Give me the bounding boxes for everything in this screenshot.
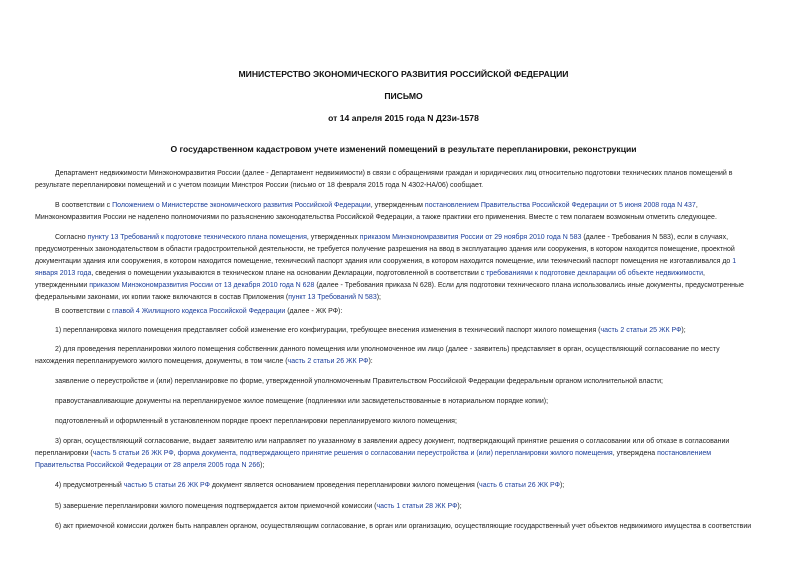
document-date-number: от 14 апреля 2015 года N Д23и-1578 <box>328 113 479 123</box>
paragraph-12 <box>35 501 767 513</box>
link-order-583[interactable]: приказом Минэкономразвития России от 29 ноября 2010 года N 583 <box>359 234 582 241</box>
text-fragment: , утверждена <box>612 450 658 457</box>
paragraph-line: правоустанавливающие документы на перепланируемое жилое помещение (подлинники или засвидетельствованные в нотариальном порядке копии); <box>55 398 549 405</box>
paragraph-line <box>35 200 767 212</box>
paragraph-line: предусмотренных законодательством в области градостроительной деятельности, не требуется получение разрешения на ввод в эксплуатацию здания или сооружения, в котором находится помещение, проектной <box>35 246 735 253</box>
link-government-decree-437[interactable]: постановлением Правительства Российской Федерации от 5 июня 2008 года N 437 <box>424 202 696 209</box>
paragraph-line: подготовленный и оформленный в установленном порядке проект перепланировки перепланируемого жилого помещения; <box>55 418 457 425</box>
link-point-13-requirements-583[interactable]: пункт 13 Требований N 583 <box>288 294 377 301</box>
link-date-jan-2013[interactable]: 1 <box>732 258 737 265</box>
paragraph-13 <box>35 521 767 533</box>
paragraph-6 <box>35 344 767 368</box>
paragraph-line <box>35 306 767 318</box>
paragraph-4 <box>35 306 767 318</box>
link-requirements-point-13[interactable]: пункту 13 Требований к подготовке технического плана помещения <box>87 234 307 241</box>
paragraph-3 <box>35 232 767 304</box>
paragraph-line <box>35 501 767 513</box>
link-article-26-part-5[interactable]: часть 5 статьи 26 ЖК РФ <box>92 450 174 457</box>
text-fragment: ): <box>368 358 373 365</box>
text-fragment: ); <box>681 327 686 334</box>
paragraph-line <box>35 232 767 244</box>
text-fragment: ); <box>376 294 381 301</box>
paragraph-10 <box>35 436 767 472</box>
paragraph-line <box>35 292 767 304</box>
link-article-26-part-2[interactable]: часть 2 статьи 26 ЖК РФ <box>287 358 369 365</box>
link-decree-266[interactable]: постановлением <box>657 450 712 457</box>
link-decision-form[interactable]: форма документа, подтверждающего принятие решения о согласовании переустройства и (или) перепланировки жилого помещения <box>177 450 613 457</box>
link-article-26-part-5-b[interactable]: частью 5 статьи 26 ЖК РФ <box>123 482 210 489</box>
text-fragment: нахождения перепланируемого жилого помещения, документы, в том числе ( <box>35 358 288 365</box>
text-fragment: , сведения о помещении указываются в техническом плане на основании Декларации, подготовленной в соответствии с <box>91 270 487 277</box>
link-order-628[interactable]: приказом Минэкономразвития России от 13 декабря 2010 года N 628 <box>89 282 315 289</box>
text-fragment: 4) предусмотренный <box>55 482 124 489</box>
paragraph-11 <box>35 480 767 492</box>
text-fragment: , утвержденным <box>370 202 425 209</box>
text-fragment: (далее - ЖК РФ): <box>285 308 343 315</box>
paragraph-line <box>35 280 767 292</box>
paragraph-line: 2) для проведения перепланировки жилого помещения собственник данного помещения или уполномоченное им лицо (далее - заявитель) представляет в орган, осуществляющий согласование по месту <box>55 346 720 353</box>
link-article-26-part-6[interactable]: часть 6 статьи 26 ЖК РФ <box>479 482 560 489</box>
document-subject: О государственном кадастровом учете изменений помещений в результате перепланировки, реконструкции <box>170 144 637 154</box>
text-fragment: 1) перепланировка жилого помещения представляет собой изменение его конфигурации, требующее внесения изменения в технический паспорт жилого помещения ( <box>55 327 601 334</box>
paragraph-9 <box>35 416 767 428</box>
paragraph-line: 6) акт приемочной комиссии должен быть направлен органом, осуществляющим согласование, в орган или организацию, осуществляющие государственный учет объектов недвижимого имущества в соответствии <box>55 523 752 530</box>
text-fragment: перепланировки ( <box>35 450 93 457</box>
paragraph-line: Департамент недвижимости Минэкономразвития России (далее - Департамент недвижимости) в связи с обращениями граждан и юридических лиц относительно подготовки технических планов помещений в <box>55 170 733 177</box>
text-fragment: утвержденными <box>35 282 90 289</box>
link-regulation-ministry[interactable]: Положением о Министерстве экономического развития Российской Федерации <box>112 202 371 209</box>
text-fragment: федеральными законами, их копии также включаются в состав Приложения ( <box>35 294 289 301</box>
paragraph-line <box>35 448 767 460</box>
text-fragment: Согласно <box>55 234 88 241</box>
link-housing-code-chapter-4[interactable]: главой 4 Жилищного кодекса Российской Федерации <box>112 308 286 315</box>
text-fragment: В соответствии с <box>55 308 113 315</box>
text-fragment: , <box>695 202 698 209</box>
paragraph-5 <box>35 325 767 337</box>
document-type-heading: ПИСЬМО <box>384 91 423 101</box>
text-fragment: ); <box>457 503 462 510</box>
link-decree-266-cont[interactable]: Правительства Российской Федерации от 28 апреля 2005 года N 266 <box>35 462 261 469</box>
paragraph-line: результате перепланировки помещений и с учетом позиции Минстроя России (письмо от 18 февраля 2015 года N 4302-НА/06) сообщает. <box>35 182 484 189</box>
link-date-jan-2013-cont[interactable]: января 2013 года <box>35 270 92 277</box>
link-article-25-part-2[interactable]: часть 2 статьи 25 ЖК РФ <box>600 327 682 334</box>
text-fragment: (далее - Требования приказа N 628). Если для подготовки технического плана использовались иные документы, предусмотренные <box>314 282 744 289</box>
text-fragment: , <box>173 450 178 457</box>
paragraph-line <box>35 356 767 368</box>
paragraph-line <box>35 256 767 268</box>
text-fragment: (далее - Требования N 583), если в случаях, <box>581 234 729 241</box>
paragraph-2 <box>35 200 767 224</box>
text-fragment: документ является основанием проведения перепланировки жилого помещения ( <box>209 482 480 489</box>
paragraph-line: 3) орган, осуществляющий согласование, выдает заявителю или направляет по указанному в заявлении адресу документ, подтверждающий принятие решения о согласовании или об отказе в согласовании <box>55 438 730 445</box>
paragraph-7 <box>35 376 767 388</box>
ministry-heading: МИНИСТЕРСТВО ЭКОНОМИЧЕСКОГО РАЗВИТИЯ РОССИЙСКОЙ ФЕДЕРАЦИИ <box>238 69 569 79</box>
text-fragment: В соответствии с <box>55 202 113 209</box>
text-fragment: , утвержденных <box>306 234 360 241</box>
paragraph-1 <box>35 168 767 192</box>
text-fragment: ); <box>559 482 565 489</box>
paragraph-line <box>35 325 767 337</box>
paragraph-line <box>35 460 767 472</box>
text-fragment: , <box>703 270 705 277</box>
paragraph-line <box>35 480 767 492</box>
link-article-28-part-1[interactable]: часть 1 статьи 28 ЖК РФ <box>376 503 458 510</box>
paragraph-line <box>35 268 767 280</box>
paragraph-line: заявление о переустройстве и (или) перепланировке по форме, утвержденной уполномоченным Правительством Российской Федерации федеральным органом исполнительной власти; <box>55 378 663 385</box>
paragraph-line: Минэкономразвития России не наделено полномочиями по разъяснению законодательства Российской Федерации, а также практики его применения. Вместе с тем полагаем возможным отметить следующее. <box>35 214 717 221</box>
text-fragment: 5) завершение перепланировки жилого помещения подтверждается актом приемочной комиссии ( <box>55 503 377 510</box>
text-fragment: ); <box>260 462 265 469</box>
text-fragment: документации здания или сооружения, в котором находится помещение, технический паспорт здания или сооружения, в котором находится помещение, или технический паспорт помещения не изготавливался до <box>35 258 733 265</box>
link-declaration-requirements[interactable]: требованиями к подготовке декларации об объекте недвижимости <box>486 270 703 277</box>
paragraph-8 <box>35 396 767 408</box>
